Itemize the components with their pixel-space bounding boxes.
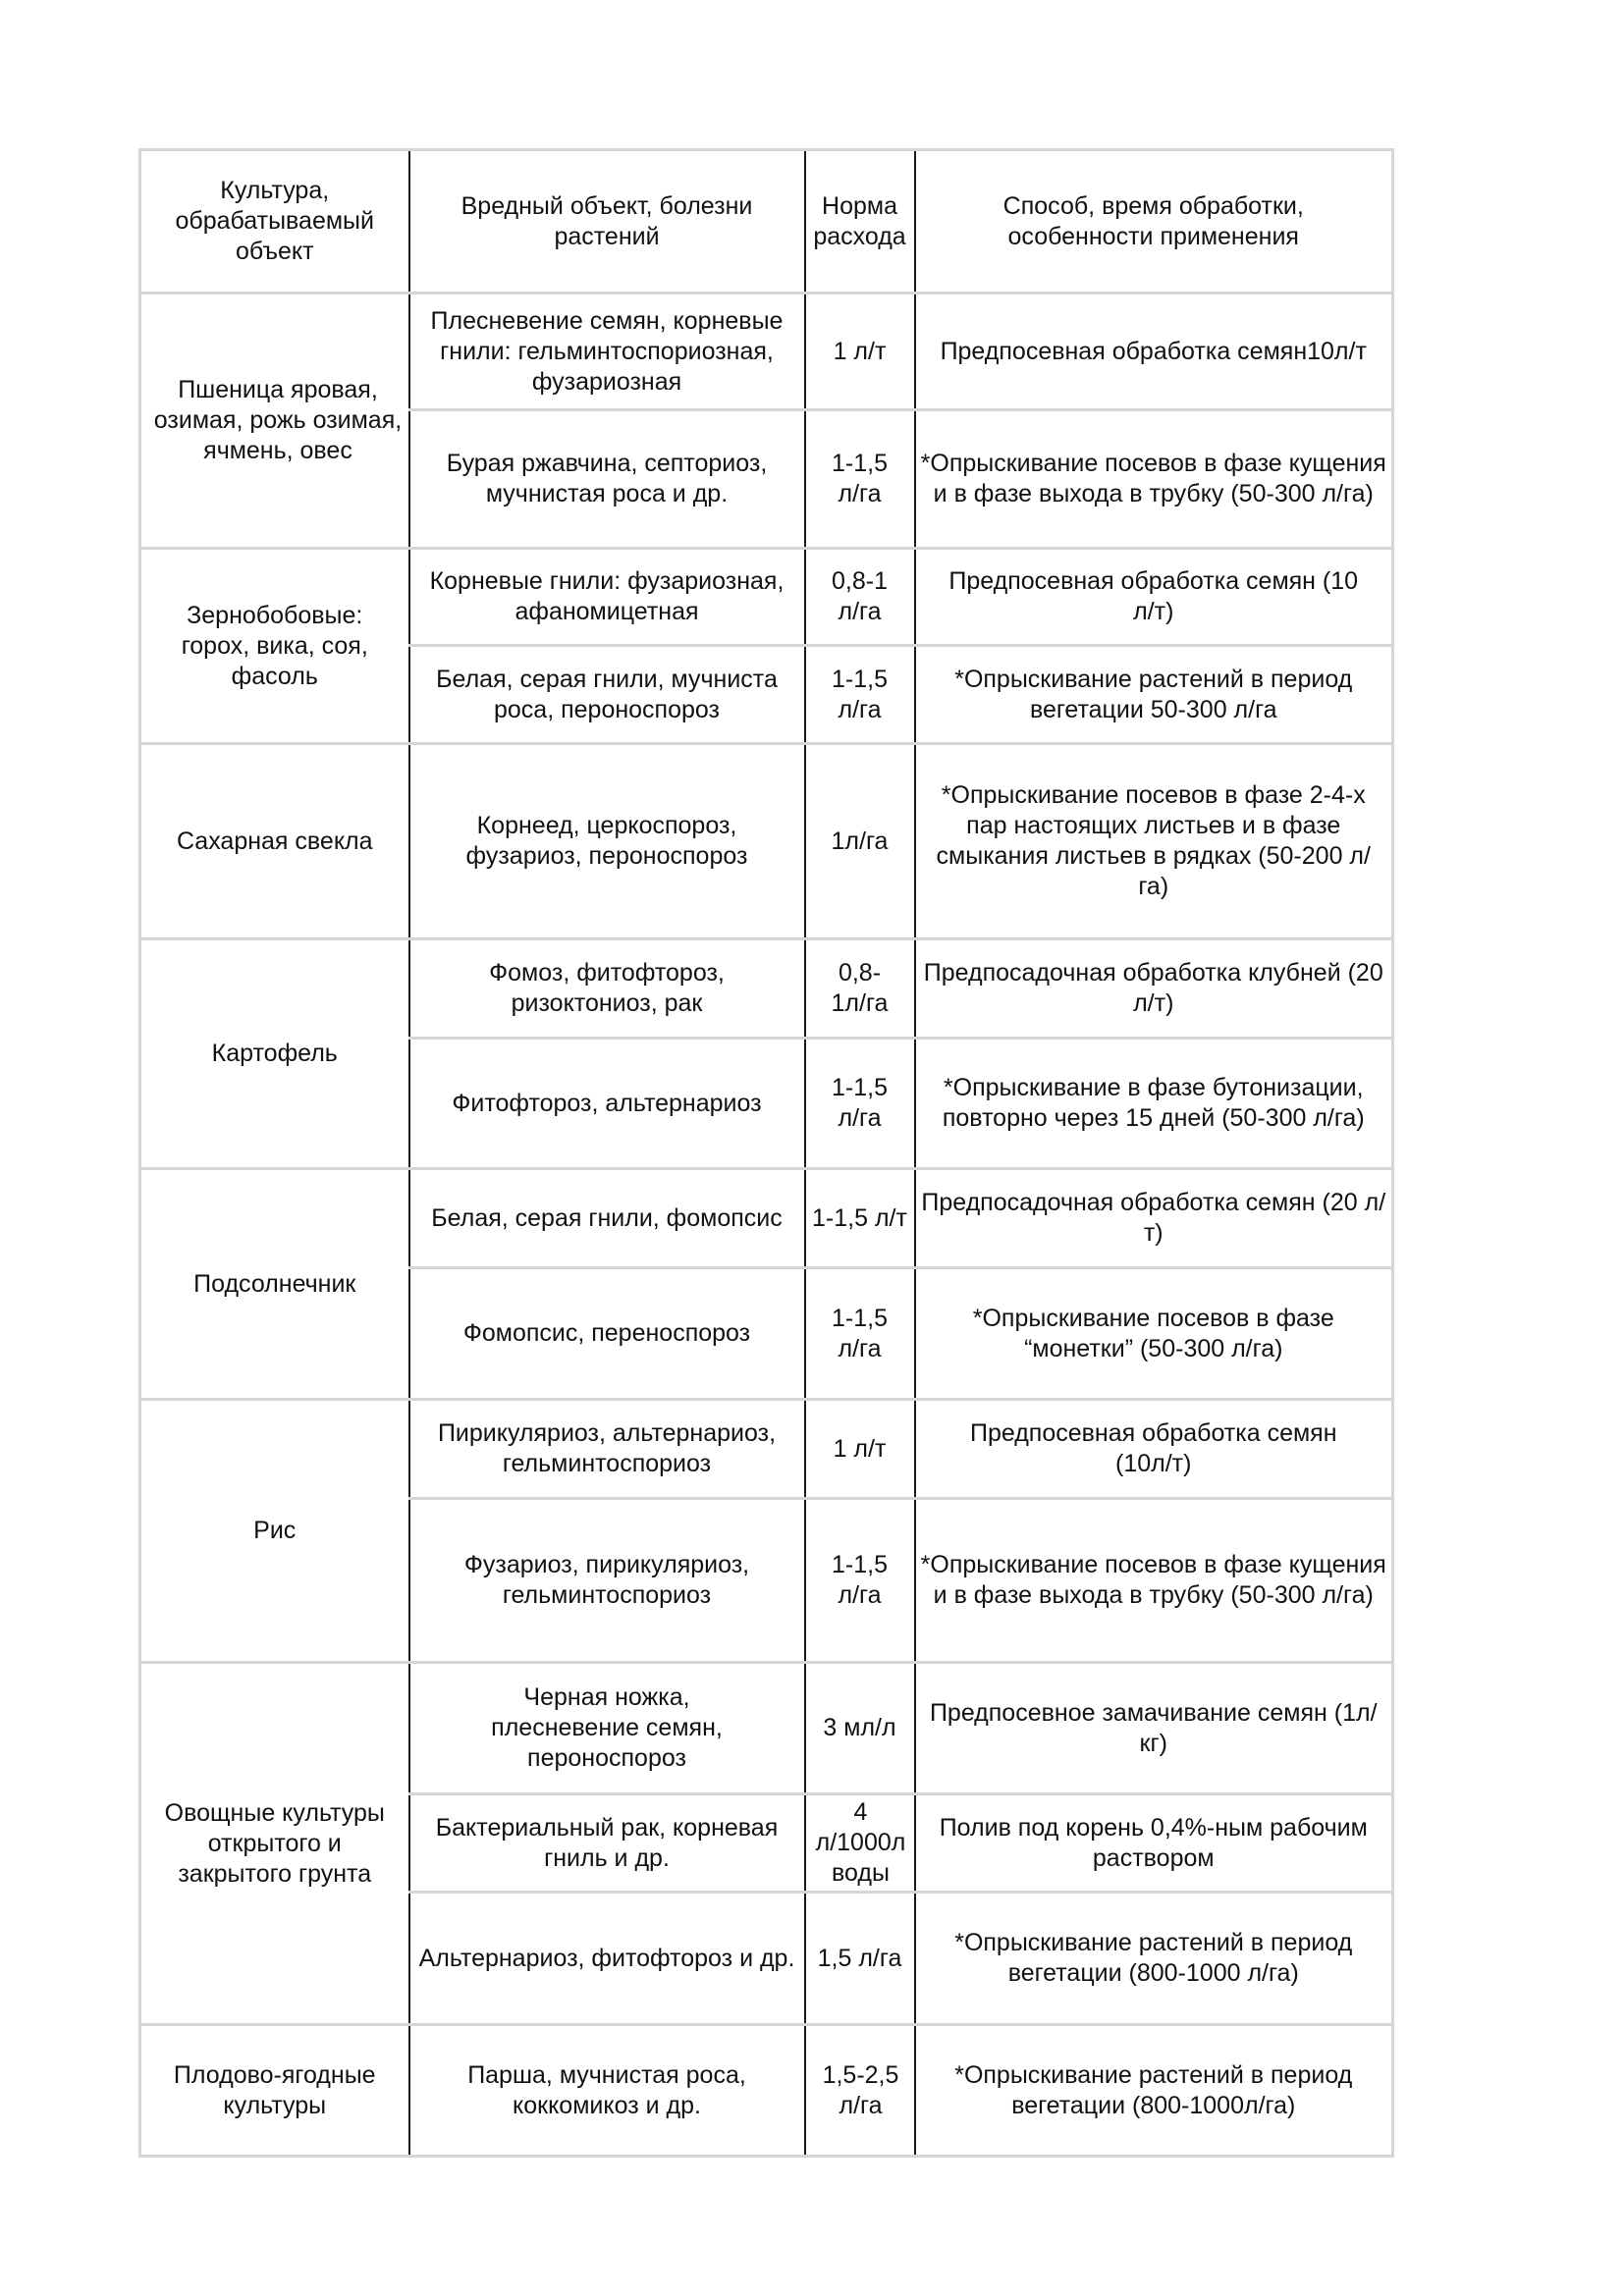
method-cell: *Опрыскивание посевов в фазе кущения и в фазе выхода в трубку (50-300 л/га) bbox=[915, 410, 1393, 549]
method-cell: *Опрыскивание посевов в фазе “монетки” (50-300 л/га) bbox=[915, 1268, 1393, 1400]
crop-cell: Овощные культуры открытого и закрытого грунта bbox=[140, 1663, 409, 2025]
rate-cell: 1,5-2,5 л/га bbox=[805, 2025, 915, 2157]
pest-cell: Фомопсис, переноспороз bbox=[409, 1268, 805, 1400]
table-row bbox=[140, 939, 1393, 1039]
rate-cell: 1,5 л/га bbox=[805, 1893, 915, 2025]
crop-cell: Рис bbox=[140, 1400, 409, 1663]
method-cell: Предпосадочная обработка клубней (20 л/т) bbox=[915, 939, 1393, 1039]
rate-cell: 1-1,5 л/га bbox=[805, 1499, 915, 1663]
rate-cell: 0,8-1л/га bbox=[805, 939, 915, 1039]
rate-cell: 1 л/т bbox=[805, 294, 915, 410]
pest-cell: Белая, серая гнили, мучниста роса, пероноспороз bbox=[409, 646, 805, 744]
pest-cell: Фомоз, фитофтороз, ризоктониоз, рак bbox=[409, 939, 805, 1039]
pest-cell: Фитофтороз, альтернариоз bbox=[409, 1039, 805, 1169]
method-cell: *Опрыскивание посевов в фазе 2-4-х пар настоящих листьев и в фазе смыкания листьев в рядках (50-200 л/га) bbox=[915, 744, 1393, 939]
rate-cell: 1-1,5 л/га bbox=[805, 1268, 915, 1400]
table-row bbox=[140, 1400, 1393, 1499]
pest-cell: Черная ножка, плесневение семян, пероноспороз bbox=[409, 1663, 805, 1794]
header-row bbox=[140, 150, 1393, 294]
rate-cell: 1-1,5 л/га bbox=[805, 410, 915, 549]
method-cell: Предпосевная обработка семян (10 л/т) bbox=[915, 549, 1393, 646]
rate-cell: 1-1,5 л/га bbox=[805, 1039, 915, 1169]
header-rate: Норма расхода bbox=[805, 150, 915, 294]
crop-cell: Пшеница яровая, озимая, рожь озимая, ячмень, овес bbox=[140, 294, 409, 549]
pest-cell: Белая, серая гнили, фомопсис bbox=[409, 1169, 805, 1268]
method-cell: Предпосадочная обработка семян (20 л/т) bbox=[915, 1169, 1393, 1268]
crop-cell: Сахарная свекла bbox=[140, 744, 409, 939]
rate-cell: 1-1,5 л/га bbox=[805, 646, 915, 744]
pest-cell: Бактериальный рак, корневая гниль и др. bbox=[409, 1794, 805, 1893]
crop-cell: Плодово-ягодные культуры bbox=[140, 2025, 409, 2157]
crop-cell: Подсолнечник bbox=[140, 1169, 409, 1400]
pest-cell: Пирикуляриоз, альтернариоз, гельминтоспориоз bbox=[409, 1400, 805, 1499]
method-cell: *Опрыскивание растений в период вегетации (800-1000 л/га) bbox=[915, 1893, 1393, 2025]
table-row bbox=[140, 1169, 1393, 1268]
method-cell: Предпосевное замачивание семян (1л/кг) bbox=[915, 1663, 1393, 1794]
header-method: Способ, время обработки, особенности применения bbox=[915, 150, 1393, 294]
method-cell: Предпосевная обработка семян (10л/т) bbox=[915, 1400, 1393, 1499]
crop-cell: Картофель bbox=[140, 939, 409, 1169]
header-pest: Вредный объект, болезни растений bbox=[409, 150, 805, 294]
rate-cell: 0,8-1 л/га bbox=[805, 549, 915, 646]
pest-cell: Плесневение семян, корневые гнили: гельминтоспориозная, фузариозная bbox=[409, 294, 805, 410]
crop-cell: Зернобобовые: горох, вика, соя, фасоль bbox=[140, 549, 409, 744]
method-cell: *Опрыскивание растений в период вегетации 50-300 л/га bbox=[915, 646, 1393, 744]
rate-cell: 1л/га bbox=[805, 744, 915, 939]
table-row bbox=[140, 744, 1393, 939]
method-cell: *Опрыскивание в фазе бутонизации, повторно через 15 дней (50-300 л/га) bbox=[915, 1039, 1393, 1169]
pest-cell: Парша, мучнистая роса, коккомикоз и др. bbox=[409, 2025, 805, 2157]
pest-cell: Фузариоз, пирикуляриоз, гельминтоспориоз bbox=[409, 1499, 805, 1663]
method-cell: *Опрыскивание посевов в фазе кущения и в фазе выхода в трубку (50-300 л/га) bbox=[915, 1499, 1393, 1663]
pest-cell: Бурая ржавчина, септориоз, мучнистая роса и др. bbox=[409, 410, 805, 549]
table-row bbox=[140, 2025, 1393, 2157]
rate-cell: 1-1,5 л/т bbox=[805, 1169, 915, 1268]
pest-cell: Корнеед, церкоспороз, фузариоз, пероноспороз bbox=[409, 744, 805, 939]
header-crop: Культура, обрабатываемый объект bbox=[140, 150, 409, 294]
rate-cell: 3 мл/л bbox=[805, 1663, 915, 1794]
table-row bbox=[140, 294, 1393, 410]
pest-cell: Альтернариоз, фитофтороз и др. bbox=[409, 1893, 805, 2025]
table-row bbox=[140, 1663, 1393, 1794]
rate-cell: 4 л/1000л воды bbox=[805, 1794, 915, 1893]
rate-cell: 1 л/т bbox=[805, 1400, 915, 1499]
table-row bbox=[140, 549, 1393, 646]
method-cell: Полив под корень 0,4%-ным рабочим раствором bbox=[915, 1794, 1393, 1893]
pest-cell: Корневые гнили: фузариозная, афаномицетная bbox=[409, 549, 805, 646]
method-cell: *Опрыскивание растений в период вегетации (800-1000л/га) bbox=[915, 2025, 1393, 2157]
method-cell: Предпосевная обработка семян10л/т bbox=[915, 294, 1393, 410]
treatment-table bbox=[138, 148, 1394, 2158]
